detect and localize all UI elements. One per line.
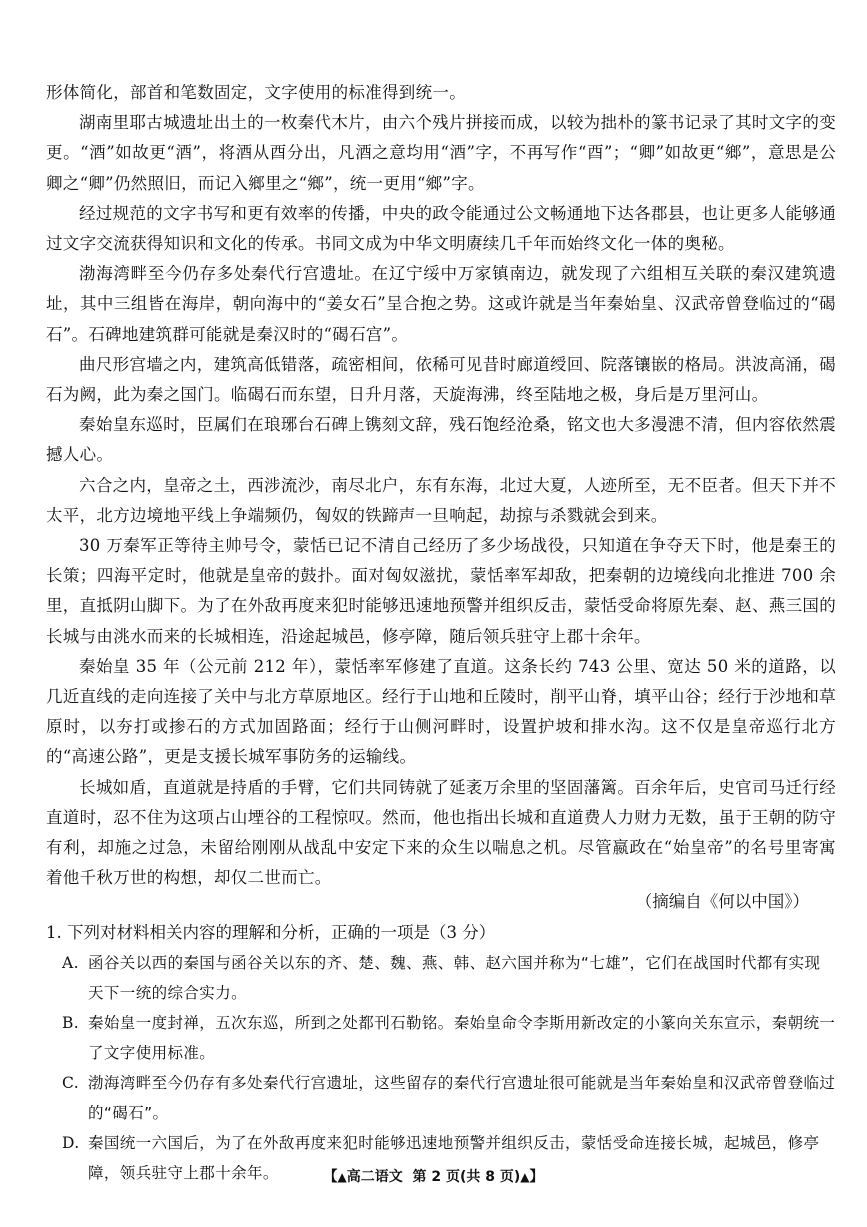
- option-letter: B.: [62, 1014, 80, 1032]
- paragraph: 秦始皇东巡时，臣属们在琅琊台石碑上镌刻文辞，残石饱经沧桑，铭文也大多漫漶不清，但内容依然震撼人心。: [46, 415, 836, 465]
- paragraph: 经过规范的文字书写和更有效率的传播，中央的政令能通过公文畅通地下达各郡县，也让更多人能够通过文字交流获得知识和文化的传承。书同文成为中华文明赓续几千年而始终文化一体的奥秘。: [46, 203, 836, 254]
- footer-title: 高二语文: [346, 1169, 403, 1185]
- option-text: 渤海湾畔至今仍存有多处秦代行宫遗址，这些留存的秦代行宫遗址很可能就是当年秦始皇和汉武帝曾登临过的“碣石”。: [88, 1074, 836, 1122]
- paragraph: 30 万秦军正等待主帅号令，蒙恬已记不清自己经历了多少场战役，只知道在争夺天下时，他是秦王的长策；四海平定时，他就是皇帝的鼓扑。面对匈奴滋扰，蒙恬率军却敌，把秦朝的边境线向北推进 700 余里，直抵阴山脚下。为了在外敌再度来犯时能够迅速地预警并组织反击，蒙恬受命将原先秦、赵、燕三国的长城与由洮水而来的长城相连，沿途起城邑，修亭障，随后领兵驻守上郡十余年。: [46, 536, 836, 646]
- option-c: [46, 1068, 836, 1128]
- paragraph: 秦始皇 35 年（公元前 212 年），蒙恬率军修建了直道。这条长约 743 公里、宽达 50 米的道路，以几近直线的走向连接了关中与北方草原地区。经行于山地和丘陵时，削平山脊，填平山谷；经行于沙地和草原时，以夯打或掺石的方式加固路面；经行于山侧河畔时，设置护坡和排水沟。这不仅是皇帝巡行北方的“高速公路”，更是支援长城军事防务的运输线。: [46, 656, 836, 767]
- page-number: 第 2 页(共 8 页): [412, 1169, 521, 1185]
- triangle-icon: ▲: [520, 1170, 530, 1184]
- option-letter: C.: [62, 1074, 80, 1092]
- question-1: [46, 918, 836, 1188]
- question-stem: 1. 下列对材料相关内容的理解和分析，正确的一项是（3 分）: [46, 923, 496, 942]
- paragraph: 曲尺形宫墙之内，建筑高低错落，疏密相间，依稀可见昔时廊道绶回、院落镶嵌的格局。洪波高涌，碣石为阙，此为秦之国门。临碣石而东望，日升月落，天旋海沸，终至陆地之极，身后是万里河山。: [46, 354, 836, 405]
- option-text: 函谷关以西的秦国与函谷关以东的齐、楚、魏、燕、韩、赵六国并称为“七雄”，它们在战国时代都有实现天下一统的综合实力。: [88, 954, 821, 1002]
- paragraph: 渤海湾畔至今仍存多处秦代行宫遗址。在辽宁绥中万家镇南边，就发现了六组相互关联的秦汉建筑遗址，其中三组皆在海岸，朝向海中的“姜女石”呈合抱之势。这或许就是当年秦始皇、汉武帝曾登临过的“碣石”。石碑地建筑群可能就是秦汉时的“碣石宫”。: [46, 264, 836, 344]
- source-citation: （摘编自《何以中国》）: [635, 892, 809, 911]
- reading-passage: [46, 78, 836, 893]
- paragraph: 形体简化，部首和笔数固定，文字使用的标准得到统一。: [46, 83, 466, 102]
- paragraph: 湖南里耶古城遗址出土的一枚秦代木片，由六个残片拼接而成，以较为拙朴的篆书记录了其时文字的变更。“酒”如故更“酒”，将酒从酉分出，凡酒之意均用“酒”字，不再写作“酉”；“卿”如故更“鄉”，意思是公卿之“卿”仍然照旧，而记入鄉里之“鄉”，统一更用“鄉”字。: [46, 113, 836, 193]
- paragraph: 六合之内，皇帝之土，西涉流沙，南尽北户，东有东海，北过大夏，人迹所至，无不臣者。但天下并不太平，北方边境地平线上争端频仍，匈奴的铁蹄声一旦响起，劫掠与杀戮就会到来。: [46, 475, 836, 525]
- page-footer: [0, 1166, 867, 1186]
- option-b: [46, 1008, 836, 1068]
- triangle-icon: ▲: [337, 1170, 347, 1184]
- option-letter: D.: [62, 1134, 80, 1152]
- option-text: 秦国统一六国后，为了在外敌再度来犯时能够迅速地预警并组织反击，蒙恬受命连接长城，起城邑，修亭障，领兵驻守上郡十余年。: [88, 1134, 820, 1182]
- option-a: [46, 948, 836, 1008]
- bracket-left: 【: [323, 1169, 338, 1185]
- paragraph: 长城如盾，直道就是持盾的手臂，它们共同铸就了延袤万余里的坚固藩篱。百余年后，史官司马迁行经直道时，忍不住为这项占山堙谷的工程惊叹。然而，他也指出长城和直道费人力财力无数，虽于王朝的防守有利，却施之过急，未留给刚刚从战乱中安定下来的众生以喘息之机。尽管嬴政在“始皇帝”的名号里寄寓着他千秋万世的构想，却仅二世而亡。: [46, 777, 836, 888]
- option-letter: A.: [62, 954, 79, 972]
- option-text: 秦始皇一度封禅，五次东巡，所到之处都刊石勒铭。秦始皇命令李斯用新改定的小篆向关东宣示，秦朝统一了文字使用标准。: [88, 1014, 836, 1062]
- bracket-right: 】: [529, 1169, 544, 1185]
